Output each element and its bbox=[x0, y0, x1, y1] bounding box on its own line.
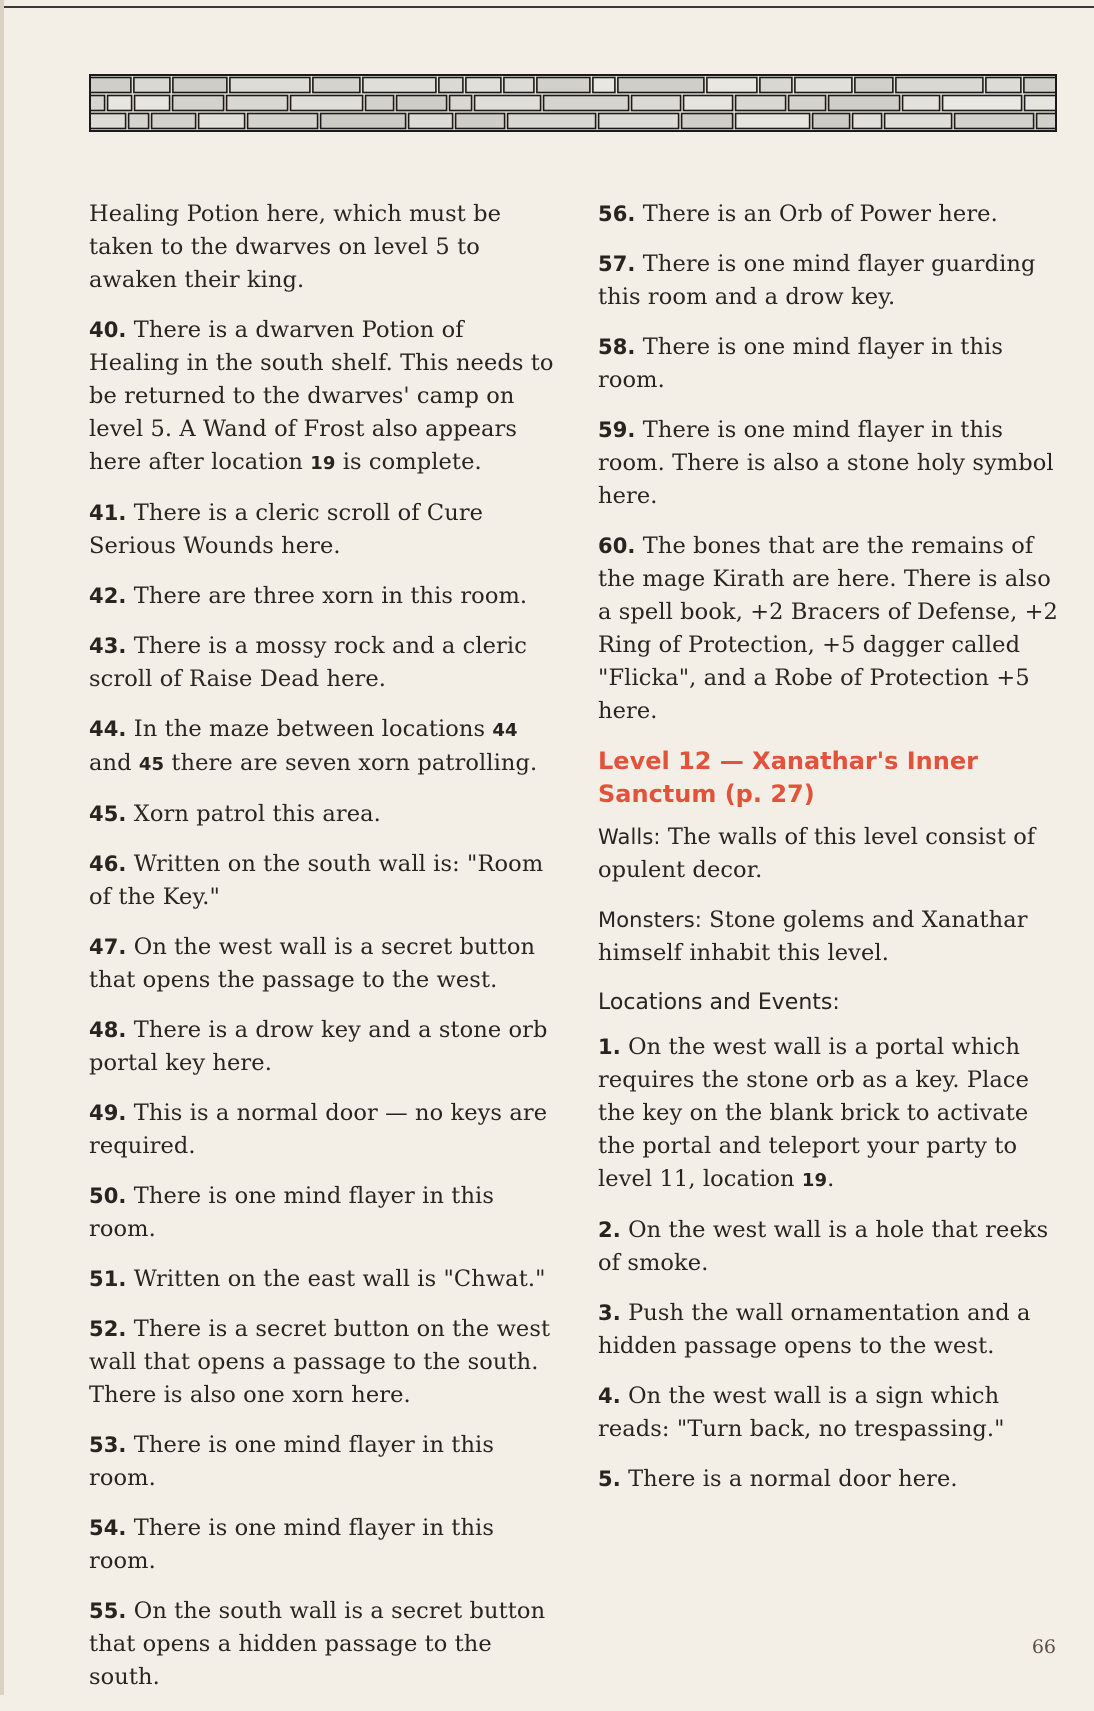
brick bbox=[707, 78, 757, 93]
entry-text: There is one mind flayer guarding this room and a drow key. bbox=[598, 251, 1036, 310]
entry-58 bbox=[598, 331, 1058, 397]
entry-text: There is a normal door here. bbox=[628, 1466, 958, 1492]
brick bbox=[599, 114, 679, 129]
entry-number: 60. bbox=[598, 534, 636, 558]
entry-number: 46. bbox=[89, 852, 127, 876]
brick bbox=[199, 114, 245, 129]
brick bbox=[152, 114, 196, 129]
entry-text-tail: there are seven xorn patrolling. bbox=[164, 750, 538, 776]
brick bbox=[227, 96, 288, 111]
brick bbox=[230, 78, 310, 93]
left-column bbox=[89, 198, 559, 1711]
location-ref: 44 bbox=[492, 720, 518, 741]
brick bbox=[593, 78, 615, 93]
entry-text: Xorn patrol this area. bbox=[133, 801, 381, 827]
brick bbox=[91, 78, 131, 93]
entry-text: There is an Orb of Power here. bbox=[642, 201, 998, 227]
brick bbox=[632, 96, 681, 111]
entry-number: 58. bbox=[598, 335, 636, 359]
entry-60 bbox=[598, 530, 1058, 728]
brick bbox=[855, 78, 893, 93]
location-ref: 45 bbox=[138, 754, 165, 775]
entry-57 bbox=[598, 248, 1058, 314]
brick bbox=[813, 114, 850, 129]
brick bbox=[173, 96, 224, 111]
continuation-paragraph: Healing Potion here, which must be taken to the dwarves on level 5 to awaken their king. bbox=[89, 201, 502, 293]
entry-51 bbox=[89, 1263, 559, 1296]
entry-number: 52. bbox=[89, 1317, 127, 1341]
entry-text-mid: and bbox=[89, 750, 139, 776]
entry-text: There is one mind flayer in this room. bbox=[89, 1183, 494, 1242]
entry-45 bbox=[89, 798, 559, 831]
brick bbox=[135, 96, 170, 111]
entry-number: 56. bbox=[598, 202, 636, 226]
entry-text: There are three xorn in this room. bbox=[133, 583, 528, 609]
brick bbox=[129, 114, 149, 129]
entry-text: Push the wall ornamentation and a hidden passage opens to the west. bbox=[598, 1300, 1031, 1359]
entry-53 bbox=[89, 1429, 559, 1495]
entry-49 bbox=[89, 1097, 559, 1163]
brick bbox=[896, 78, 983, 93]
entry-text: There is one mind flayer in this room. bbox=[89, 1515, 494, 1574]
entry-number: 54. bbox=[89, 1516, 127, 1540]
entry-text: There is a dwarven Potion of Healing in the south shelf. This needs to be returned to the dwarves' camp on level 5. A Wand of Frost also appears here after location bbox=[89, 317, 554, 475]
walls-paragraph bbox=[598, 821, 1058, 887]
right-column bbox=[598, 198, 1058, 1513]
brick bbox=[736, 96, 786, 111]
stone-brick-banner bbox=[89, 74, 1057, 132]
entry-number: 45. bbox=[89, 802, 127, 826]
entry-number: 49. bbox=[89, 1101, 127, 1125]
brick bbox=[682, 114, 733, 129]
brick bbox=[789, 96, 826, 111]
entry-text: On the west wall is a sign which reads: "Turn back, no trespassing." bbox=[598, 1383, 1005, 1442]
brick bbox=[504, 78, 534, 93]
entry-text: This is a normal door — no keys are required. bbox=[89, 1100, 548, 1159]
brick bbox=[1025, 96, 1055, 111]
brick bbox=[684, 96, 733, 111]
entry-number: 59. bbox=[598, 418, 636, 442]
entry-47 bbox=[89, 931, 559, 997]
entry-text: Written on the south wall is: "Room of the Key." bbox=[89, 851, 544, 910]
entry-number: 48. bbox=[89, 1018, 127, 1042]
entry-number: 47. bbox=[89, 935, 127, 959]
level-heading: Level 12 — Xanathar's Inner Sanctum (p. 27) bbox=[598, 747, 978, 808]
locations-heading: Locations and Events: bbox=[598, 990, 840, 1015]
brick bbox=[397, 96, 447, 111]
brick bbox=[618, 78, 704, 93]
entry-54 bbox=[89, 1512, 559, 1578]
brick bbox=[313, 78, 360, 93]
brick bbox=[955, 114, 1034, 129]
entry-text-tail: is complete. bbox=[335, 449, 482, 475]
monsters-text: Stone golems and Xanathar himself inhabit this level. bbox=[598, 907, 1028, 966]
location-2 bbox=[598, 1214, 1058, 1280]
brick bbox=[366, 96, 394, 111]
entry-number: 4. bbox=[598, 1384, 621, 1408]
brick bbox=[248, 114, 318, 129]
entry-48 bbox=[89, 1014, 559, 1080]
brick bbox=[943, 96, 1022, 111]
brick bbox=[885, 114, 952, 129]
entry-text: There is a mossy rock and a cleric scroll of Raise Dead here. bbox=[89, 633, 527, 692]
brick bbox=[829, 96, 900, 111]
brick bbox=[986, 78, 1021, 93]
entry-number: 53. bbox=[89, 1433, 127, 1457]
entry-text: In the maze between locations bbox=[133, 716, 493, 742]
monsters-paragraph bbox=[598, 904, 1058, 970]
brick bbox=[409, 114, 453, 129]
brick bbox=[903, 96, 940, 111]
entry-number: 44. bbox=[89, 717, 127, 741]
entry-46 bbox=[89, 848, 559, 914]
entry-number: 3. bbox=[598, 1301, 621, 1325]
entry-59 bbox=[598, 414, 1058, 513]
brick bbox=[1024, 78, 1055, 93]
entry-text: On the west wall is a secret button that opens the passage to the west. bbox=[89, 934, 536, 993]
entry-text: The bones that are the remains of the mage Kirath are here. There is also a spell book, +2 Bracers of Defense, +2 Ring of Protection, +5 dagger called "Flicka", and a Robe of Protection +5 here. bbox=[598, 533, 1058, 724]
brick bbox=[853, 114, 882, 129]
entry-number: 50. bbox=[89, 1184, 127, 1208]
brick bbox=[760, 78, 792, 93]
walls-label: Walls: bbox=[598, 825, 661, 849]
brick bbox=[450, 96, 472, 111]
walls-text: The walls of this level consist of opulent decor. bbox=[598, 824, 1036, 883]
entry-56 bbox=[598, 198, 1058, 231]
brick bbox=[321, 114, 406, 129]
brick bbox=[475, 96, 541, 111]
entry-number: 55. bbox=[89, 1599, 127, 1623]
entry-44 bbox=[89, 713, 559, 781]
entry-text: On the west wall is a portal which requires the stone orb as a key. Place the key on the blank brick to activate the portal and teleport your party to level 11, location bbox=[598, 1034, 1030, 1192]
entry-number: 40. bbox=[89, 318, 127, 342]
location-1 bbox=[598, 1031, 1058, 1197]
brick bbox=[108, 96, 132, 111]
entry-55 bbox=[89, 1595, 559, 1694]
entry-43 bbox=[89, 630, 559, 696]
entry-41 bbox=[89, 497, 559, 563]
entry-42 bbox=[89, 580, 559, 613]
brick bbox=[537, 78, 590, 93]
page-edge-left bbox=[0, 0, 4, 1695]
entry-number: 42. bbox=[89, 584, 127, 608]
brick bbox=[363, 78, 436, 93]
entry-number: 41. bbox=[89, 501, 127, 525]
entry-number: 5. bbox=[598, 1467, 621, 1491]
entry-50 bbox=[89, 1180, 559, 1246]
brick bbox=[91, 96, 105, 111]
entry-number: 57. bbox=[598, 252, 636, 276]
entry-text: There is one mind flayer in this room. bbox=[89, 1432, 494, 1491]
entry-text-tail: . bbox=[827, 1166, 835, 1192]
entry-text: On the south wall is a secret button that opens a hidden passage to the south. bbox=[89, 1598, 546, 1690]
entry-text: There is a secret button on the west wall that opens a passage to the south. There is also one xorn here. bbox=[89, 1316, 551, 1408]
entry-number: 43. bbox=[89, 634, 127, 658]
location-3 bbox=[598, 1297, 1058, 1363]
brick bbox=[134, 78, 170, 93]
brick bbox=[456, 114, 505, 129]
page-edge-top bbox=[0, 6, 1094, 8]
location-5 bbox=[598, 1463, 1058, 1496]
entry-text: There is a cleric scroll of Cure Serious Wounds here. bbox=[89, 500, 484, 559]
entry-text: There is one mind flayer in this room. There is also a stone holy symbol here. bbox=[598, 417, 1054, 509]
page-number: 66 bbox=[1031, 1636, 1056, 1658]
brick bbox=[1037, 114, 1055, 129]
brick bbox=[736, 114, 810, 129]
entry-text: Written on the east wall is "Chwat." bbox=[133, 1266, 546, 1292]
brick bbox=[91, 114, 126, 129]
entry-text: There is a drow key and a stone orb portal key here. bbox=[89, 1017, 548, 1076]
monsters-label: Monsters: bbox=[598, 908, 702, 932]
location-ref: 19 bbox=[310, 453, 336, 474]
entry-number: 1. bbox=[598, 1035, 621, 1059]
entry-text: On the west wall is a hole that reeks of smoke. bbox=[598, 1217, 1049, 1276]
location-ref: 19 bbox=[801, 1170, 828, 1191]
entry-text: There is one mind flayer in this room. bbox=[598, 334, 1003, 393]
brick bbox=[508, 114, 596, 129]
brick bbox=[795, 78, 852, 93]
brick bbox=[466, 78, 501, 93]
entry-number: 51. bbox=[89, 1267, 127, 1291]
entry-number: 2. bbox=[598, 1218, 621, 1242]
brick bbox=[291, 96, 363, 111]
brick bbox=[439, 78, 463, 93]
entry-52 bbox=[89, 1313, 559, 1412]
brick bbox=[544, 96, 629, 111]
brick bbox=[173, 78, 227, 93]
entry-40 bbox=[89, 314, 559, 480]
location-4 bbox=[598, 1380, 1058, 1446]
